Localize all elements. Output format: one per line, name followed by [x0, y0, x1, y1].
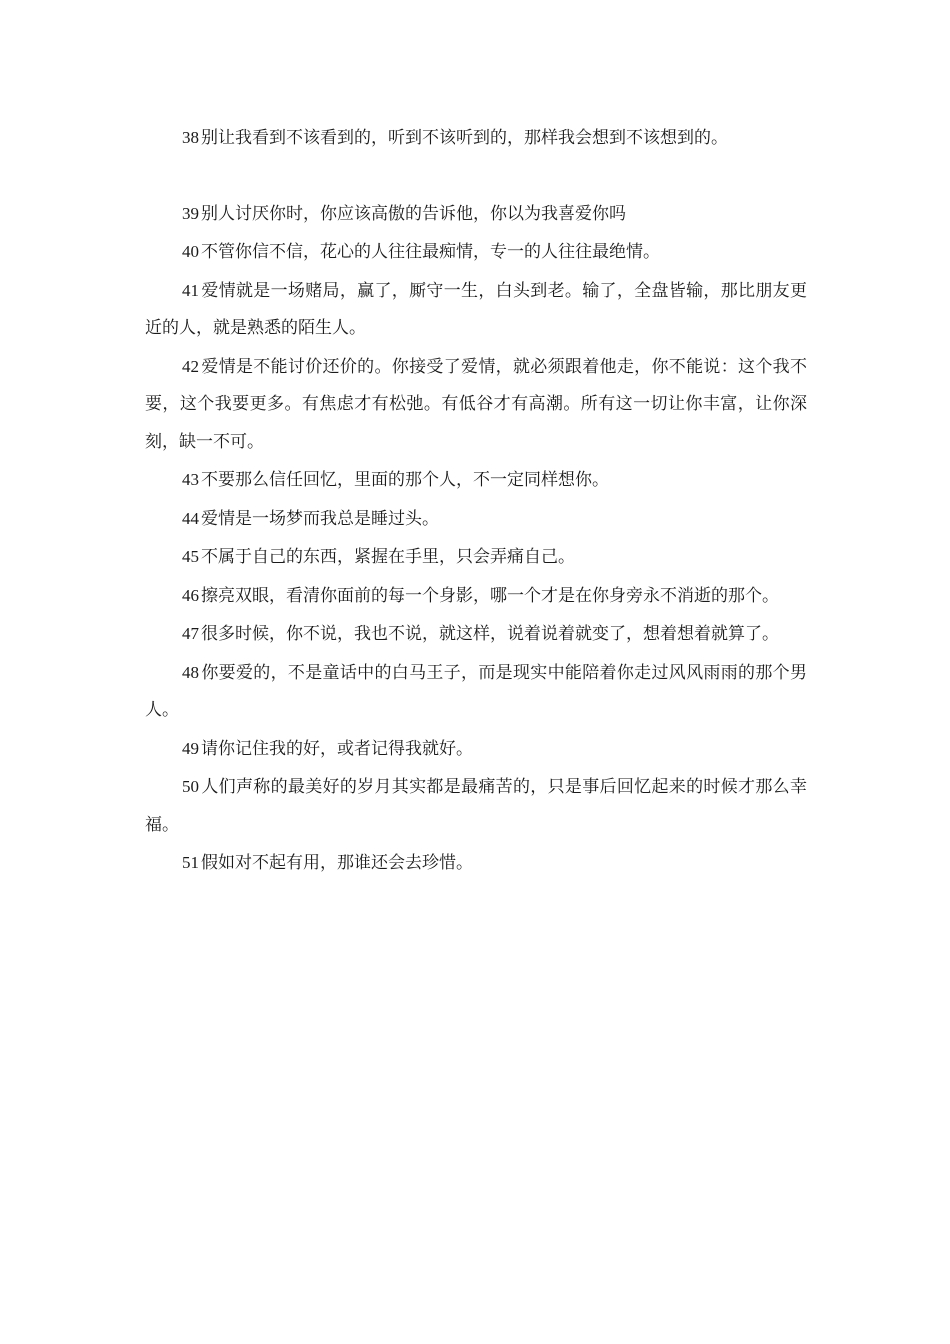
paragraph-text: 不管你信不信，花心的人往往最痴情，专一的人往往最绝情。 [201, 242, 660, 262]
paragraph-number: 51 [182, 853, 199, 872]
paragraph-text: 爱情就是一场赌局，赢了，厮守一生，白头到老。输了，全盘皆输，那比朋友更近的人，就是熟悉的陌生人。 [145, 280, 807, 338]
paragraph-text: 爱情是一场梦而我总是睡过头。 [201, 508, 439, 529]
paragraph-number: 45 [182, 547, 199, 566]
paragraph-number: 50 [182, 777, 199, 796]
paragraph-text: 不属于自己的东西，紧握在手里，只会弄痛自己。 [201, 547, 575, 567]
paragraph-text: 爱情是不能讨价还价的。你接受了爱情，就必须跟着他走，你不能说：这个我不要，这个我要更多。有焦虑才有松弛。有低谷才有高潮。所有这一切让你丰富，让你深刻，缺一不可。 [145, 356, 807, 452]
paragraph-39 [145, 195, 807, 234]
paragraph-38 [145, 119, 807, 158]
paragraph-number: 41 [182, 280, 199, 300]
document-body [145, 119, 807, 883]
paragraph-40 [145, 233, 807, 272]
paragraph-42 [145, 348, 807, 462]
paragraph-text: 别让我看到不该看到的，听到不该听到的，那样我会想到不该想到的。 [201, 128, 728, 148]
paragraph-number: 39 [182, 203, 199, 223]
paragraph-text: 别人讨厌你时，你应该高傲的告诉他，你以为我喜爱你吗 [201, 203, 626, 224]
paragraph-number: 46 [182, 585, 199, 605]
paragraph-47 [145, 615, 807, 654]
paragraph-49 [145, 730, 807, 769]
paragraph-number: 43 [182, 470, 199, 489]
paragraph-text: 很多时候，你不说，我也不说，就这样，说着说着就变了，想着想着就算了。 [201, 624, 779, 644]
paragraph-number: 48 [182, 662, 199, 682]
paragraph-number: 42 [182, 356, 199, 376]
paragraph-text: 你要爱的，不是童话中的白马王子，而是现实中能陪着你走过风风雨雨的那个男人。 [145, 662, 807, 720]
paragraph-45 [145, 538, 807, 577]
paragraph-46 [145, 577, 807, 616]
paragraph-44 [145, 500, 807, 539]
paragraph-text: 请你记住我的好，或者记得我就好。 [201, 738, 473, 759]
paragraph-text: 假如对不起有用，那谁还会去珍惜。 [201, 853, 473, 873]
paragraph-number: 38 [182, 128, 199, 147]
paragraph-text: 人们声称的最美好的岁月其实都是最痛苦的，只是事后回忆起来的时候才那么幸福。 [145, 777, 807, 835]
paragraph-50 [145, 768, 807, 844]
paragraph-number: 40 [182, 242, 199, 261]
paragraph-text: 不要那么信任回忆，里面的那个人，不一定同样想你。 [201, 470, 609, 490]
paragraph-51 [145, 844, 807, 883]
paragraph-41 [145, 272, 807, 348]
paragraph-48 [145, 654, 807, 730]
paragraph-text: 擦亮双眼，看清你面前的每一个身影，哪一个才是在你身旁永不消逝的那个。 [201, 585, 779, 606]
paragraph-number: 49 [182, 738, 199, 758]
paragraph-43 [145, 461, 807, 500]
paragraph-number: 44 [182, 508, 199, 528]
paragraph-number: 47 [182, 624, 199, 643]
